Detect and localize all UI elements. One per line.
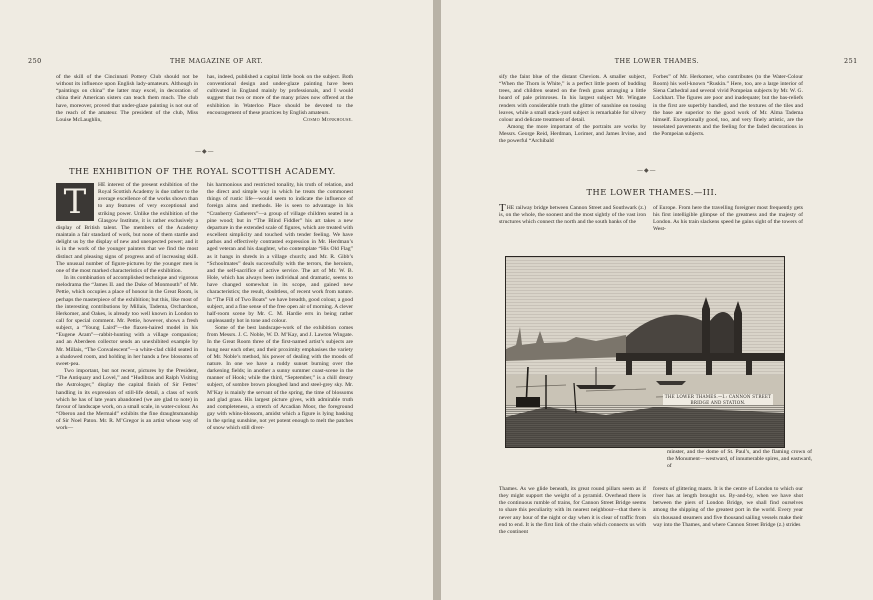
thames-intro-col-1 xyxy=(499,202,646,226)
article-title-rsa: THE EXHIBITION OF THE ROYAL SCOTTISH ACADEMY. xyxy=(69,166,336,176)
engraving-caption: THE LOWER THAMES.—I.: CANNON STREET BRIDGE AND STATION. xyxy=(664,394,772,405)
thames-intro: THE railway bridge between Cannon Street and Southwark (z.) is, on the whole, the soonest and the most sightly of the vast iron structures which connect the north and the south banks of the xyxy=(499,202,646,226)
continued-col-2 xyxy=(653,74,803,138)
intro-col-2 xyxy=(207,74,353,124)
continued-paragraph: Among the more important of the portraits are works by Messrs. George Reid, Herdman, Lorimer, and James Irvine, and the powerful “Archibald xyxy=(499,124,646,145)
book-gutter xyxy=(433,0,441,600)
intro-col-1 xyxy=(56,74,198,124)
article-paragraph: Some of the best landscape-work of the exhibition comes from Messrs. J. C. Noble, W. D. M’Kay, and J. Lawton Wingate. In the Great Room three of the first-named artist’s subjects are hung near each other, and their proximity emphasises the variety of Mr. Noble’s method, his power of dealing with the moods of nature. In one we have a ruddy sunset burning over the darkening fields; in another a sunny summer coast-scene in the manner of Hook; while the third, “September,” is a chill dreary subject, of sombre brown ploughed land and steel-grey sky. Mr. M’Kay is mainly the servant of the spring, the time of blossoms and glad grass. His largest picture gives, with admirable truth and completeness, a stretch of Arcadian Moor, the foreground gay with whins-blossom, amidst which a figure is lying basking in the spring sunshine, not yet potent enough to melt the patches of snow which still diver- xyxy=(207,325,353,432)
beside-paragraph: minster, and the dome of St. Paul’s, and the flaming crown of the Monument—westward, of innumerable spires, and eastward, of xyxy=(667,449,812,470)
page-number-right: 251 xyxy=(844,57,858,65)
beside-image-text xyxy=(667,449,812,470)
continued-col-1 xyxy=(499,74,646,146)
intro-paragraph-1: of the skill of the Cincinnati Pottery Club should not be without its influence upon English lady-amateurs. Although in “paintings on china” the latter may excel, in decoration of china their American sisters can teach them much. The club have, moreover, proved that under-glaze painting is not out of the reach of the amateur. The president of the club, Miss Louise McLaughlin, xyxy=(56,74,198,123)
section-ornament: —◆— xyxy=(637,167,657,174)
intro-paragraph-2: has, indeed, published a capital little book on the subject. Both conventional design and under-glaze painting have been cultivated in England mainly by professionals, and I would suggest that two or more of the many prizes now offered at the exhibition in Waterloo Place should be devoted to the encouragement of these practices by English amateurs. xyxy=(207,74,353,116)
continued-paragraph: sify the faint blue of the distant Cheviots. A smaller subject, “When the Thorn is White,” is a perfect little poem of budding trees, and children seated on the fresh grass arranging a little hoard of pale primroses. In his largest subject Mr. Wingate renders with considerable truth the glitter of sunshine on tossing leaves, while a small stack-yard subject is remarkable for silvery colour and delicate treatment of detail. xyxy=(499,74,646,123)
continued-paragraph: Forbes” of Mr. Herkomer, who contributes (to the Water-Colour Room) his well-known “Ruskin.” Here, too, are a large interior of Siena Cathedral and several vivid Pompeian subjects by Mr. W. G. Lockhart. The figures are poor and inadequate; but the bas-reliefs in the first are superbly handled, and the textures of the tiles and the base are superior to the good work of Mr. Alma Tadema himself. Exceptionally good, too, and very finely artistic, are the tesselated pavements and the feeling for the faded decorations in the Pompeian subjects. xyxy=(653,74,803,138)
thames-intro-col-2 xyxy=(653,205,803,234)
engraving-drawing xyxy=(506,257,784,447)
section-ornament: —◆— xyxy=(195,148,215,155)
thames-bottom-col-1 xyxy=(499,486,646,586)
article-paragraph: his harmonious and restricted tonality, his truth of relation, and the direct and simple way in which he treats the commonest things of rustic life—would seem to indicate the influence of foreign aims and methods. He is seen to advantage in his “Cranberry Gatherers”—a group of village children seated in a pine wood; but in “The Blind Fiddler” his art takes a new departure in the extended scale of figures, which are treated with excellent simplicity and touched with tender feeling. We have pathos and effectively contrasted expression in Mr. Herdman’s aged veteran and his daughter, who contemplate “His Old Flag” as it hangs in shreds in a village church; and Mr. R. Gibb’s “Schoolmates” deals successfully with the terrors, the heroism, and the self-sacrifice of active service. The art of Mr. W. B. Hole, which has always been individual and dramatic, seems to have changed somewhat in its scope, and gained new characteristics; the result, doubtless, of recent work from nature. In “The Fill of Two Boats” we have breadth, good colour, a good subject, and a fine sense of the free open air of morning. A clever half-room scene by Mr. C. M. Hardie errs in being rather unpleasantly hot in tone and colour. xyxy=(207,182,353,324)
article-col-2 xyxy=(207,182,353,582)
running-head-right: THE LOWER THAMES. xyxy=(614,57,700,65)
drop-cap: T xyxy=(56,183,94,221)
thames-paragraph: forests of glittering masts. It is the centre of London to which our river has at length brought us. By-and-by, when we have shot between the piers of London Bridge, we shall find ourselves among the shipping of the greatest port in the world. Every year six thousand steamers and five thousand sailing vessels make their way into the Thames, and where Cannon Street Bridge (z.) strides xyxy=(653,486,803,528)
article-col-1 xyxy=(56,182,198,582)
cannon-street-engraving xyxy=(505,256,785,448)
thames-bottom-col-2 xyxy=(653,486,803,586)
drop-cap-t: T xyxy=(499,202,506,214)
article-paragraph: HE interest of the present exhibition of the Royal Scottish Academy is due rather to the average excellence of the works shown than to any features of very exceptional and striking power. Unlike the exhibition of the Glasgow Institute, it is rather exclusively a display of British talent. The members of the Academy maintain a fair standard of work, but none of them startle and delight us by the display of new and unexpected power; and it is in the work of the younger painters that we find the most distinct and pleasing signs of progress and of increasing skill. The unusual number of figure-pictures by the younger men is one of the most marked characteristics of the exhibition. xyxy=(56,182,198,274)
intro-signature: Cosmo Monkhouse. xyxy=(303,116,353,123)
article-paragraph: In its combination of accomplished technique and vigorous melodrama the “James II. and the Duke of Monmouth” of Mr. Pettie, which occupies a place of honour in the Great Room, is perhaps the masterpiece of the exhibition; but this, like most of the interesting contributions by Millais, Tadema, Orchardson, Herkomer, and Oakes, is already too well known in London to call for special comment. Mr. Pettie, however, shows a fresh subject, a “Young Laird”—the flaxen-haired model in his “Eugene Aram”—rabbit-hunting with a village companion; and an Aberdeen collector sends an unexhibited example by Mr. Millais, “The Convalescent”—a white-clad child seated in a shadowed room, and holding in her hands a few blossoms of sweet-pea. xyxy=(56,275,198,367)
thames-intro-continued: of Europe. From here the travelling foreigner most frequently gets his first intelligible glimpse of the greatness and the majesty of London. As his train slackens speed he gains sight of the towers of West- xyxy=(653,205,803,233)
page-number-left: 250 xyxy=(28,57,42,65)
left-page xyxy=(0,0,433,600)
article-title-thames: THE LOWER THAMES.—III. xyxy=(586,187,718,197)
thames-paragraph: Thames. As we glide beneath, its great round pillars seem as if they might support the weight of a pyramid. Overhead there is the continuous rumble of trains, for Cannon Street Bridge seems to share this peculiarity with its nearest neighbour—that there is never any hour of the night or day when it is clear of traffic from end to end. It is the first link of the chain which connects us with the continent xyxy=(499,486,646,535)
running-head-left: THE MAGAZINE OF ART. xyxy=(169,57,264,65)
article-paragraph: Two important, but not recent, pictures by the President, “The Antiquary and Lovel,” and “Hudibras and Ralph Visiting the Astrologer,” display the capital finish of Sir Fettes’ handling in its expression of still-life detail, a class of work which he has of late years abandoned (we are glad to note) in favour of landscape work, on a small scale, in water-colour. As “Oberon and the Mermaid” exhibits the fine draughtsmanship of Sir Noel Paton. Mr. R. M’Gregor is an artist whose way of work— xyxy=(56,368,198,432)
